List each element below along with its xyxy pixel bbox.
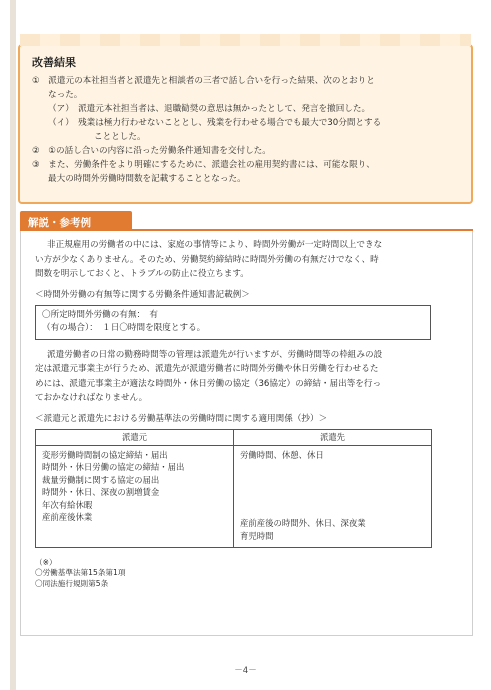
example-line: 〇所定時間外労働の有無： 有: [42, 309, 159, 320]
notes: [35, 558, 462, 590]
result-line: なった。: [48, 90, 83, 100]
table-item: 産前産後休業: [42, 512, 93, 523]
improvement-results-box: [18, 44, 473, 204]
application-table: [35, 429, 432, 548]
paragraph-line: い方が少なくありません。そのため、労働契約締結時に時間外労働の有無だけでなく、時: [35, 254, 379, 265]
table-header-client: 派遣先: [234, 429, 432, 445]
table-item: 裁量労働制に関する協定の届出: [42, 474, 160, 485]
note-line: 〇労働基準法第15条第1項: [35, 568, 126, 577]
result-line: ① 派遣元の本社担当者と派遣先と相談者の三者で話し合いを行った結果、次のとおりと: [32, 76, 375, 86]
table-item: 労働時間、休憩、休日: [240, 449, 324, 460]
example-line: （有の場合）： １日〇時間を限度とする。: [42, 323, 206, 333]
paragraph-line: 非正規雇用の労働者の中には、家庭の事情等により、時間外労働が一定時間以上できな: [47, 240, 383, 250]
paragraph-line: めには、派遣元事業主が適法な時間外・休日労働の協定（36協定）の締結・届出等を行っ: [35, 378, 382, 389]
table-cell-dispatcher: [36, 445, 234, 547]
table-item: 年次有給休暇: [42, 499, 93, 510]
table-caption: ＜派遣元と派遣先における労働基準法の労働時間に関する適用関係（抄）＞: [35, 413, 328, 424]
paragraph-line: 定は派遣元事業主が行うため、派遣先が派遣労働者に時間外労働や休日労働を行わせるた: [35, 364, 379, 374]
table-item: 産前産後の時間外、休日、深夜業: [240, 518, 366, 529]
improvement-results-title: 改善結果: [32, 56, 76, 69]
commentary-body: [20, 231, 473, 636]
page-number: －4－: [234, 666, 257, 676]
result-line: （イ） 残業は極力行わせないこととし、残業を行わせる場合でも最大で30分間とする: [48, 118, 382, 128]
example-box: [35, 305, 431, 340]
table-cell-client: [234, 445, 432, 547]
table-header-dispatcher: 派遣元: [36, 429, 234, 445]
paragraph-line: 派遣労働者の日常の勤務時間等の管理は派遣先が行いますが、労働時間等の枠組みの設: [47, 349, 383, 360]
result-line: （ア） 派遣元本社担当者は、退職勧奨の意思は無かったとして、発言を撤回した。: [48, 104, 371, 114]
table-item: 時間外・休日労働の協定の締結・届出: [42, 462, 185, 473]
table-item: 時間外・休日、深夜の割増賃金: [42, 487, 160, 498]
result-line: ③ また、労働条件をより明確にするために、派遣会社の雇用契約書には、可能な限り、: [32, 160, 375, 170]
note-line: 〇同法施行規則第5条: [35, 578, 109, 588]
paragraph-line: ておかなければなりません。: [35, 393, 148, 403]
table-item: 育児時間: [240, 530, 274, 541]
table-item: 変形労働時間制の協定締結・届出: [42, 449, 168, 460]
commentary-header: 解説・参考例: [20, 211, 132, 231]
example-caption: ＜時間外労働の有無等に関する労働条件通知書記載例＞: [35, 289, 250, 300]
result-line: ② ①の話し合いの内容に沿った労働条件通知書を交付した。: [32, 146, 271, 156]
paragraph-line: 間数を明示しておくと、トラブルの防止に役立ちます。: [35, 269, 249, 279]
note-line: （※）: [35, 557, 57, 567]
result-line: 最大の時間外労働時間数を記載することとなった。: [48, 174, 246, 184]
left-margin-bar: [10, 0, 16, 690]
result-line: こととした。: [94, 132, 146, 142]
